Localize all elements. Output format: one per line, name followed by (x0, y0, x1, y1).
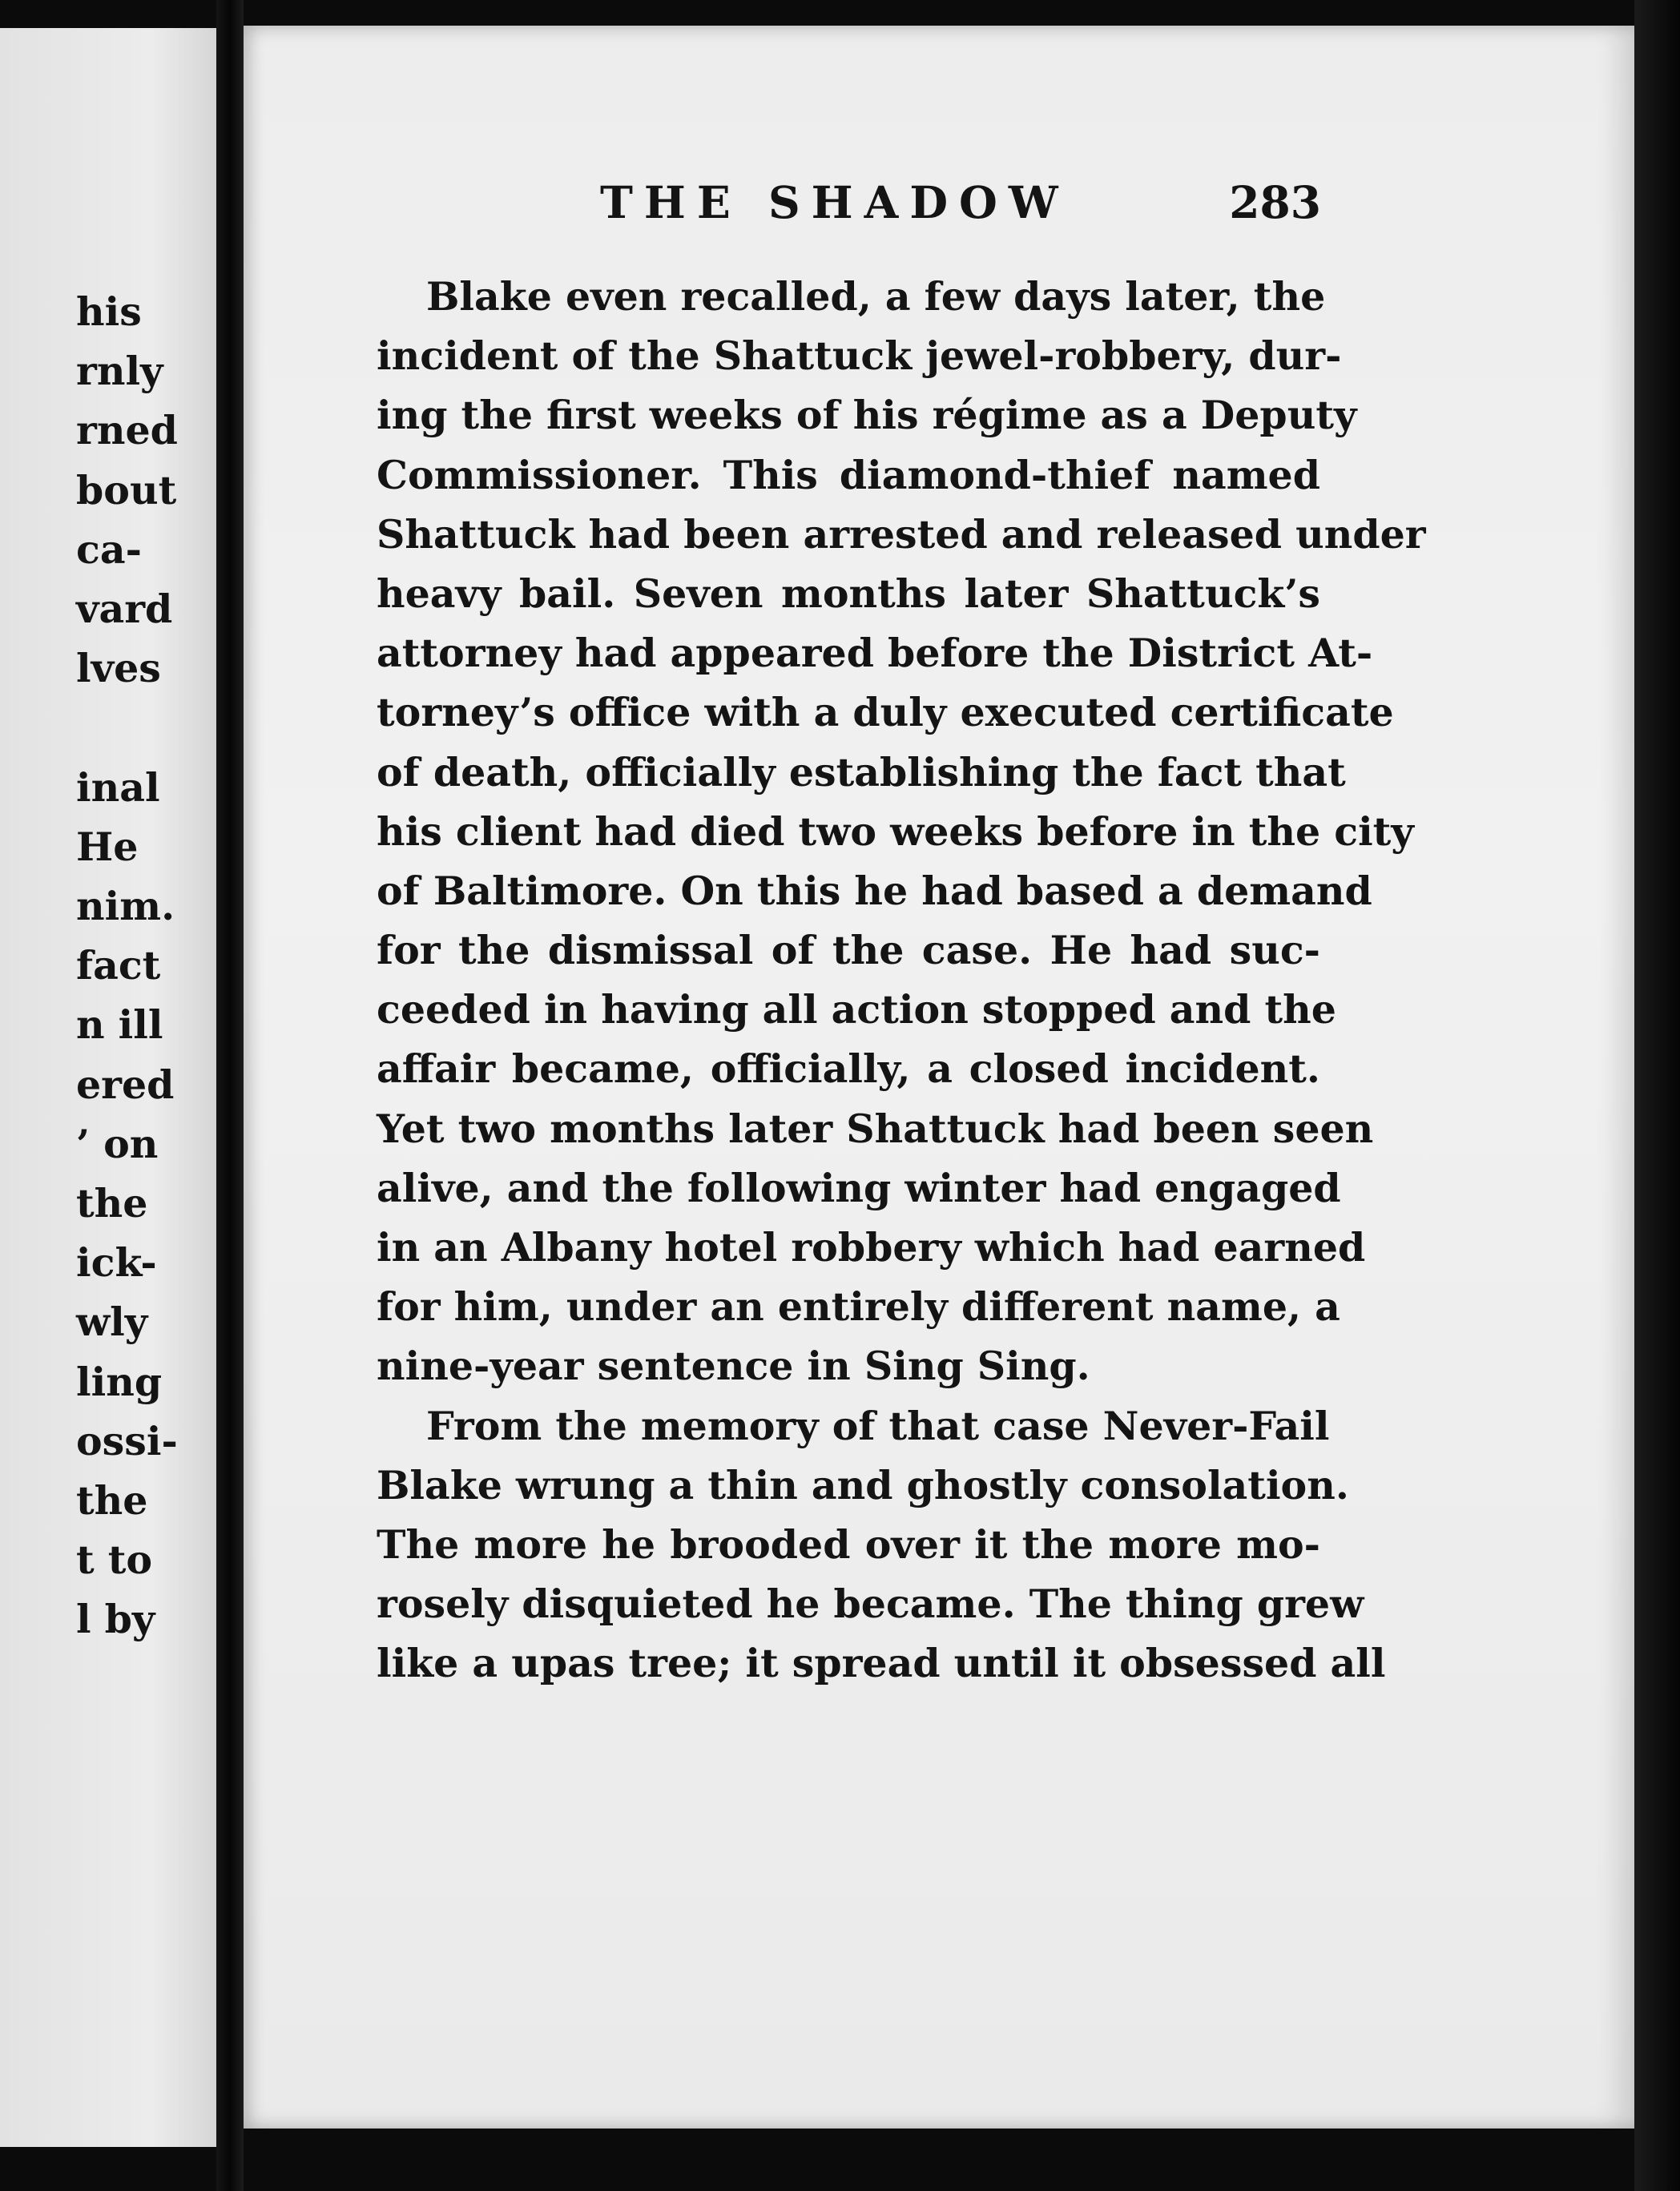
text-line: attorney had appeared before the District At- (377, 630, 1373, 677)
left-page-fragment: ered (76, 1061, 175, 1108)
text-line: for the dismissal of the case. He had suc- (377, 927, 1320, 974)
left-page-fragment: bout (76, 466, 177, 514)
text-line: rosely disquieted he became. The thing grew (377, 1581, 1364, 1628)
text-line: of Baltimore. On this he had based a demand (377, 867, 1372, 914)
left-page-fragment: rned (76, 407, 178, 454)
text-line: torney’s office with a duly executed certificate (377, 689, 1394, 736)
left-page-fragment: lves (76, 645, 161, 692)
body-text (377, 267, 1426, 1694)
left-page-fragment: t to (76, 1537, 153, 1584)
left-facing-page (0, 28, 216, 2147)
left-page-fragment: ick- (76, 1239, 157, 1287)
left-page-fragment: the (76, 1477, 148, 1524)
left-page-fragment: n ill (76, 1001, 163, 1049)
text-line: The more he brooded over it the more mo- (377, 1520, 1320, 1568)
text-line: incident of the Shattuck jewel-robbery, dur- (377, 332, 1342, 380)
left-page-fragment: the (76, 1180, 148, 1226)
text-line: heavy bail. Seven months later Shattuck’s (377, 570, 1320, 617)
page-number: 283 (1229, 176, 1321, 228)
text-line: Blake even recalled, a few days later, the (426, 273, 1326, 320)
left-page-fragment: He (76, 823, 139, 870)
left-page-fragment: ca- (76, 526, 142, 573)
text-line: Yet two months later Shattuck had been seen (377, 1105, 1374, 1152)
running-head (600, 176, 1321, 236)
text-line: Commissioner. This diamond-thief named (377, 451, 1320, 498)
left-page-fragment: his (76, 288, 142, 335)
book-gutter (216, 0, 244, 2191)
text-line: Shattuck had been arrested and released under (377, 510, 1426, 558)
left-page-fragment: rnly (76, 348, 163, 395)
running-head-title: THE SHADOW (600, 176, 1070, 228)
left-page-fragment: nim. (76, 883, 175, 929)
left-page-fragment: fact (76, 942, 161, 989)
left-page-fragment: ossi- (76, 1417, 178, 1464)
text-line: like a upas tree; it spread until it obsessed all (377, 1640, 1386, 1687)
text-line: From the memory of that case Never-Fail (426, 1402, 1330, 1449)
left-page-fragment: wly (76, 1299, 148, 1346)
text-line: for him, under an entirely different name, a (377, 1283, 1340, 1331)
text-line: in an Albany hotel robbery which had earned (377, 1224, 1366, 1271)
page-edge-shadow (1634, 0, 1680, 2191)
text-line: nine-year sentence in Sing Sing. (377, 1343, 1090, 1390)
text-line: alive, and the following winter had engaged (377, 1164, 1341, 1211)
text-line: ceeded in having all action stopped and the (377, 986, 1336, 1033)
text-line: ing the first weeks of his régime as a Deputy (377, 392, 1357, 439)
text-line: Blake wrung a thin and ghostly consolation. (377, 1461, 1349, 1508)
left-page-fragment: ling (76, 1358, 163, 1405)
text-line: of death, officially establishing the fact that (377, 748, 1346, 795)
text-line: affair became, officially, a closed incident. (377, 1045, 1320, 1093)
text-line: his client had died two weeks before in the city (377, 808, 1414, 855)
left-page-fragment: l by (76, 1596, 155, 1643)
left-page-fragment: ’ on (76, 1120, 159, 1167)
left-page-fragment: vard (76, 586, 173, 632)
left-page-fragment: inal (76, 763, 160, 811)
